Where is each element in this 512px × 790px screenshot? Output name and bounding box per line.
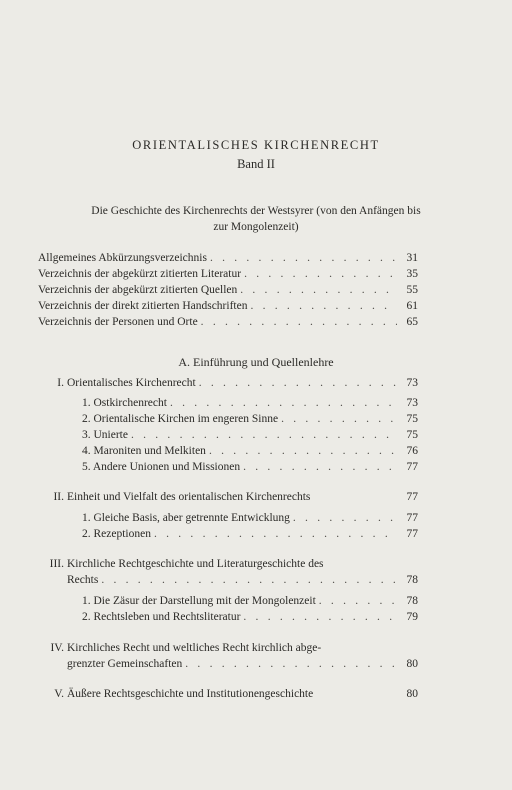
toc-entry-label: 3. Unierte bbox=[82, 429, 128, 441]
toc-entry-page: 75 bbox=[406, 413, 418, 425]
section-heading: A. Einführung und Quellenlehre bbox=[178, 355, 334, 369]
toc-item bbox=[82, 397, 418, 412]
toc-entry-label: Rechts bbox=[67, 574, 99, 586]
toc-entry-label: Orientalisches Kirchenrecht bbox=[67, 377, 196, 389]
toc-entry-page: 80 bbox=[406, 658, 418, 670]
toc-entry-label: 1. Gleiche Basis, aber getrennte Entwicklung bbox=[82, 512, 290, 524]
toc-entry-page: 77 bbox=[406, 528, 418, 540]
toc-entry-label: Verzeichnis der abgekürzt zitierten Quellen bbox=[38, 284, 238, 296]
toc-entry-label: Verzeichnis der abgekürzt zitierten Literatur bbox=[38, 268, 242, 280]
dot-leader bbox=[243, 611, 397, 623]
toc-entry-persons-places bbox=[38, 316, 418, 331]
toc-entry-label: 1. Die Zäsur der Darstellung mit der Mongolenzeit bbox=[82, 595, 316, 607]
dot-leader bbox=[210, 252, 397, 264]
chapter-number: I. bbox=[57, 377, 64, 389]
toc-entry-page: 79 bbox=[406, 611, 418, 623]
toc-chapter-2-label: Einheit und Vielfalt des orientalischen Kirchenrechts bbox=[67, 491, 311, 503]
dot-leader bbox=[101, 574, 397, 586]
dot-leader bbox=[131, 429, 397, 441]
dot-leader bbox=[250, 300, 397, 312]
dot-leader bbox=[243, 461, 397, 473]
toc-item bbox=[82, 429, 418, 444]
toc-chapter-4 bbox=[67, 658, 418, 673]
toc-chapter-5-label: Äußere Rechtsgeschichte und Institutionengeschichte bbox=[67, 688, 314, 700]
chapter-number: III. bbox=[49, 558, 64, 570]
chapter-number: V. bbox=[54, 688, 64, 700]
toc-entry-page: 77 bbox=[406, 491, 418, 503]
toc-entry-page: 76 bbox=[406, 445, 418, 457]
toc-entry-page: 77 bbox=[406, 512, 418, 524]
toc-item bbox=[82, 413, 418, 428]
dot-leader bbox=[199, 377, 397, 389]
toc-entry-page: 65 bbox=[406, 316, 418, 328]
dot-leader bbox=[154, 528, 397, 540]
toc-entry-label: Verzeichnis der Personen und Orte bbox=[38, 316, 198, 328]
chapter-number: IV. bbox=[50, 642, 64, 654]
dot-leader bbox=[185, 658, 397, 670]
toc-entry-page: 73 bbox=[406, 397, 418, 409]
toc-entry-page: 73 bbox=[406, 377, 418, 389]
toc-entry-sources bbox=[38, 284, 418, 299]
toc-item bbox=[82, 595, 418, 610]
toc-entry-page: 80 bbox=[406, 688, 418, 700]
volume-subtitle-line1: Die Geschichte des Kirchenrechts der Westsyrer (von den Anfängen bis bbox=[91, 205, 421, 217]
toc-item bbox=[82, 461, 418, 476]
toc-entry-page: 31 bbox=[406, 252, 418, 264]
toc-entry-label: 2. Orientalische Kirchen im engeren Sinne bbox=[82, 413, 279, 425]
dot-leader bbox=[244, 268, 397, 280]
toc-chapter-1 bbox=[67, 377, 418, 392]
toc-item bbox=[82, 611, 418, 626]
toc-entry-page: 77 bbox=[406, 461, 418, 473]
toc-entry-label: 2. Rechtsleben und Rechtsliteratur bbox=[82, 611, 241, 623]
toc-entry-label: 2. Rezeptionen bbox=[82, 528, 151, 540]
toc-entry-page: 35 bbox=[406, 268, 418, 280]
toc-entry-page: 61 bbox=[406, 300, 418, 312]
toc-entry-manuscripts bbox=[38, 300, 418, 315]
toc-chapter-3 bbox=[67, 574, 418, 589]
toc-chapter-3-label-line1: Kirchliche Rechtgeschichte und Literaturgeschichte des bbox=[67, 558, 324, 570]
chapter-number: II. bbox=[53, 491, 64, 503]
toc-entry-page: 75 bbox=[406, 429, 418, 441]
toc-entry-page: 78 bbox=[406, 574, 418, 586]
toc-entry-page: 55 bbox=[406, 284, 418, 296]
toc-entry-label: 1. Ostkirchenrecht bbox=[82, 397, 167, 409]
toc-entry-label: 4. Maroniten und Melkiten bbox=[82, 445, 206, 457]
toc-chapter-4-label-line1: Kirchliches Recht und weltliches Recht kirchlich abge- bbox=[67, 642, 322, 654]
dot-leader bbox=[293, 512, 397, 524]
series-title: ORIENTALISCHES KIRCHENRECHT bbox=[132, 138, 380, 152]
toc-entry-label: Allgemeines Abkürzungsverzeichnis bbox=[38, 252, 207, 264]
toc-entry-page: 78 bbox=[406, 595, 418, 607]
volume-subtitle-line2: zur Mongolenzeit) bbox=[213, 221, 299, 233]
dot-leader bbox=[170, 397, 397, 409]
toc-item bbox=[82, 528, 418, 543]
toc-item bbox=[82, 445, 418, 460]
toc-item bbox=[82, 512, 418, 527]
dot-leader bbox=[240, 284, 397, 296]
toc-entry-label: Verzeichnis der direkt zitierten Handschriften bbox=[38, 300, 248, 312]
volume-label: Band II bbox=[237, 157, 275, 171]
dot-leader bbox=[209, 445, 397, 457]
dot-leader bbox=[319, 595, 397, 607]
dot-leader bbox=[281, 413, 397, 425]
toc-entry-abbreviations bbox=[38, 252, 418, 267]
toc-entry-label: 5. Andere Unionen und Missionen bbox=[82, 461, 241, 473]
toc-entry-label: grenzter Gemeinschaften bbox=[67, 658, 183, 670]
toc-entry-literature bbox=[38, 268, 418, 283]
dot-leader bbox=[201, 316, 397, 328]
